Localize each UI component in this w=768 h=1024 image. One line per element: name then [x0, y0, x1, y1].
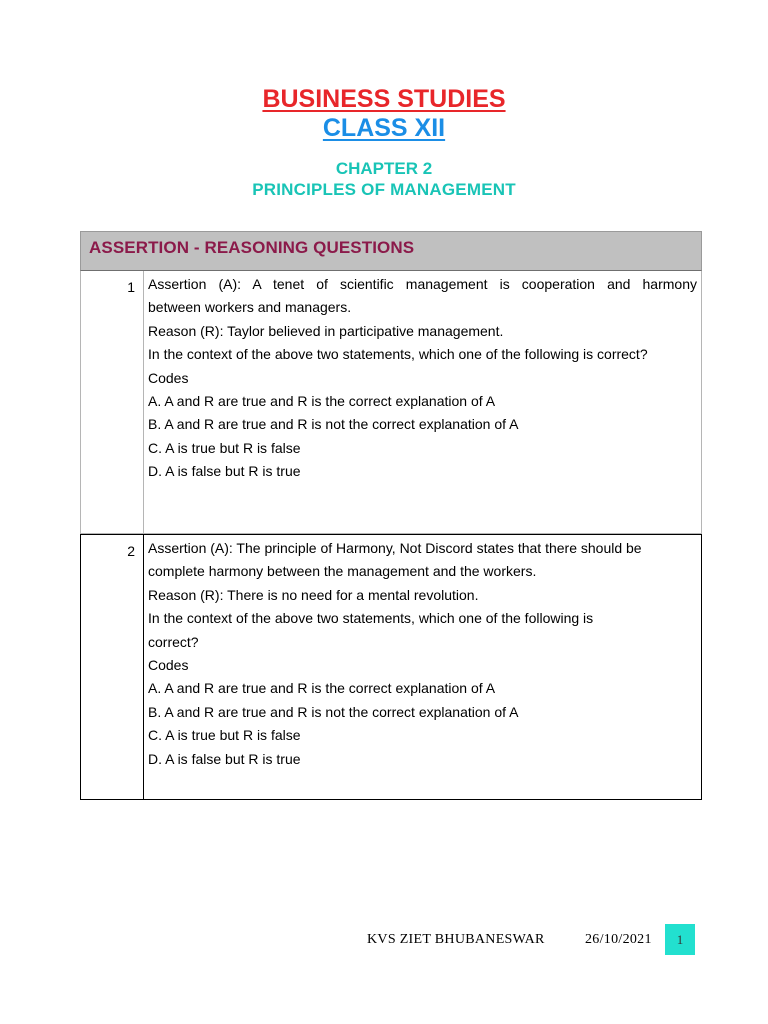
question-line: Reason (R): Taylor believed in participative management. — [148, 322, 504, 339]
page-footer — [367, 931, 652, 949]
option-d: D. A is false but R is true — [148, 463, 301, 480]
question-row — [80, 271, 702, 534]
section-title: ASSERTION - REASONING QUESTIONS — [89, 238, 415, 257]
option-b: B. A and R are true and R is not the correct explanation of A — [148, 703, 519, 720]
subject-title-text: BUSINESS STUDIES — [262, 85, 506, 113]
option-d: D. A is false but R is true — [148, 750, 301, 767]
option-c: C. A is true but R is false — [148, 439, 301, 456]
section-header — [80, 231, 702, 271]
question-line: Codes — [148, 657, 189, 674]
question-text — [148, 537, 697, 771]
question-line: Codes — [148, 369, 189, 386]
question-text — [148, 273, 697, 484]
question-line: correct? — [148, 633, 199, 650]
question-line: In the context of the above two statements, which one of the following is correct? — [148, 346, 648, 363]
column-divider — [143, 271, 144, 533]
option-b: B. A and R are true and R is not the correct explanation of A — [148, 416, 519, 433]
option-a: A. A and R are true and R is the correct explanation of A — [148, 393, 496, 410]
class-title — [0, 113, 768, 143]
question-line: Assertion (A): The principle of Harmony, Not Discord states that there should be — [148, 540, 642, 556]
question-number: 2 — [127, 543, 135, 559]
column-divider — [143, 535, 144, 799]
footer-date: 26/10/2021 — [585, 932, 652, 947]
chapter-title: PRINCIPLES OF MANAGEMENT — [252, 180, 516, 199]
question-number: 1 — [127, 279, 135, 295]
question-line: In the context of the above two statements, which one of the following is — [148, 610, 594, 627]
question-line: Reason (R): There is no need for a mental revolution. — [148, 586, 479, 603]
option-c: C. A is true but R is false — [148, 727, 301, 744]
subject-title — [0, 84, 768, 114]
option-a: A. A and R are true and R is the correct explanation of A — [148, 680, 496, 697]
question-line: between workers and managers. — [148, 299, 352, 316]
page-number-badge: 1 — [665, 924, 695, 955]
footer-institution: KVS ZIET BHUBANESWAR — [367, 932, 545, 947]
question-row — [80, 534, 702, 800]
question-line: complete harmony between the management and the workers. — [148, 563, 537, 580]
question-line: Assertion (A): A tenet of scientific management is cooperation and harmony — [148, 276, 697, 292]
chapter-number: CHAPTER 2 — [335, 159, 433, 178]
class-title-text: CLASS XII — [322, 114, 446, 142]
